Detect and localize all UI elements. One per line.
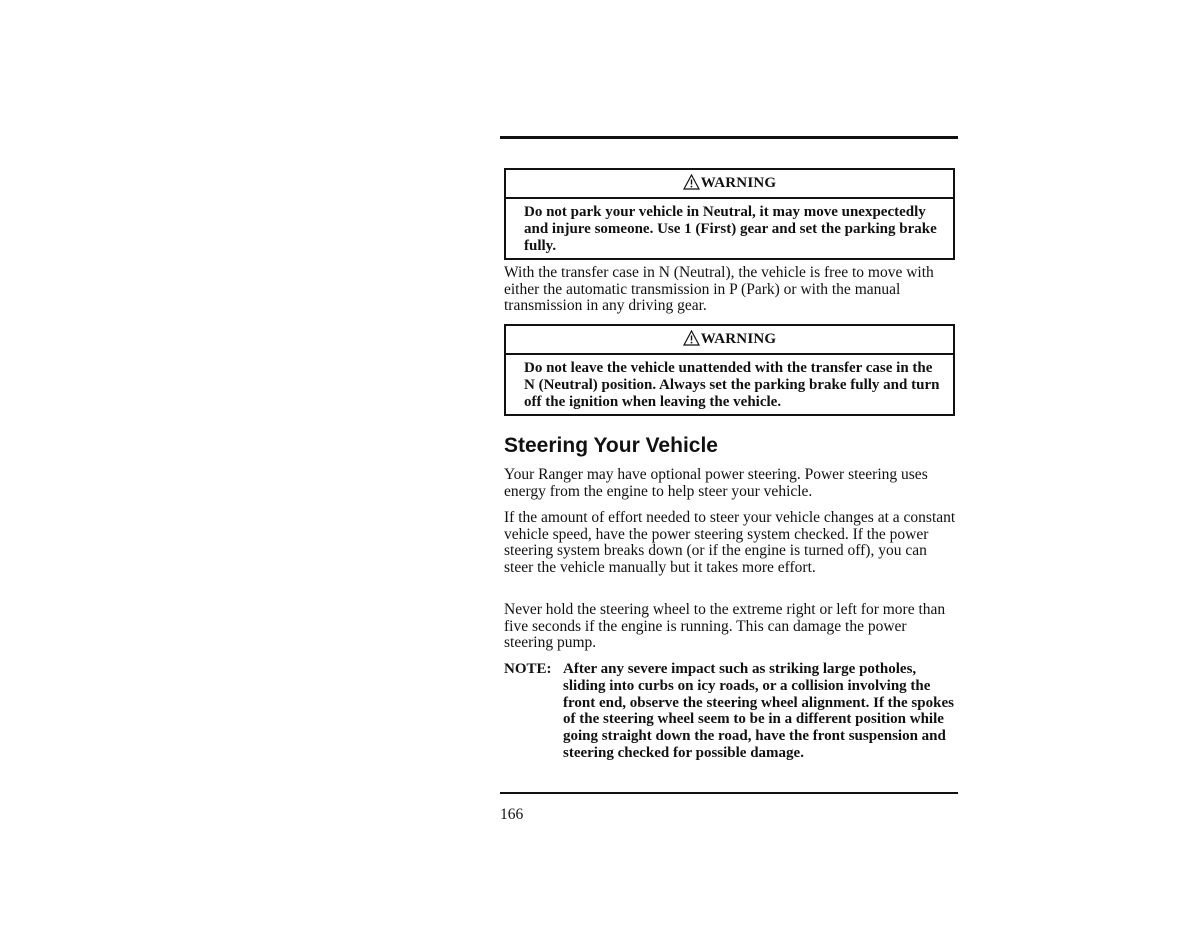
bottom-rule xyxy=(500,792,958,794)
steering-extreme-paragraph: Never hold the steering wheel to the extreme right or left for more than five seconds if the engine is running. This can damage the power steering pump. xyxy=(504,601,946,652)
warning-triangle-icon xyxy=(683,174,700,190)
steering-effort-paragraph: If the amount of effort needed to steer your vehicle changes at a constant vehicle speed, have the power steering system checked. If the power steering system breaks down (or if the engine is turned off), you can steer the vehicle manually but it takes more effort. xyxy=(504,509,956,576)
warning-text: Do not park your vehicle in Neutral, it may move unexpectedly and injure someone. Use 1 (First) gear and set the parking brake fully. xyxy=(524,204,937,254)
manual-page xyxy=(500,0,958,927)
note-text: After any severe impact such as striking large potholes, sliding into curbs on icy roads, or a collision involving the front end, observe the steering wheel alignment. If the spokes of the steering wheel seem to be in a different position while going straight down the road, have the front suspension and steering checked for possible damage. xyxy=(563,661,954,761)
warning-box-neutral-park xyxy=(504,168,955,260)
warning-header xyxy=(506,326,953,355)
note-block xyxy=(504,661,958,762)
top-rule xyxy=(500,136,958,139)
warning-text: Do not leave the vehicle unattended with the transfer case in the N (Neutral) position. Always set the parking brake fully and turn off the ignition when leaving the vehicle. xyxy=(524,360,940,410)
power-steering-paragraph: Your Ranger may have optional power steering. Power steering uses energy from the engine to help steer your vehicle. xyxy=(504,466,928,500)
note-label: NOTE: xyxy=(504,661,552,677)
warning-header xyxy=(506,170,953,199)
section-heading: Steering Your Vehicle xyxy=(504,434,718,457)
transfer-case-paragraph: With the transfer case in N (Neutral), the vehicle is free to move with either the automatic transmission in P (Park) or with the manual transmission in any driving gear. xyxy=(504,264,934,315)
warning-triangle-icon xyxy=(683,330,700,346)
warning-title: WARNING xyxy=(700,331,777,347)
warning-title: WARNING xyxy=(700,175,777,191)
page-number: 166 xyxy=(500,806,524,823)
warning-box-unattended xyxy=(504,324,955,416)
